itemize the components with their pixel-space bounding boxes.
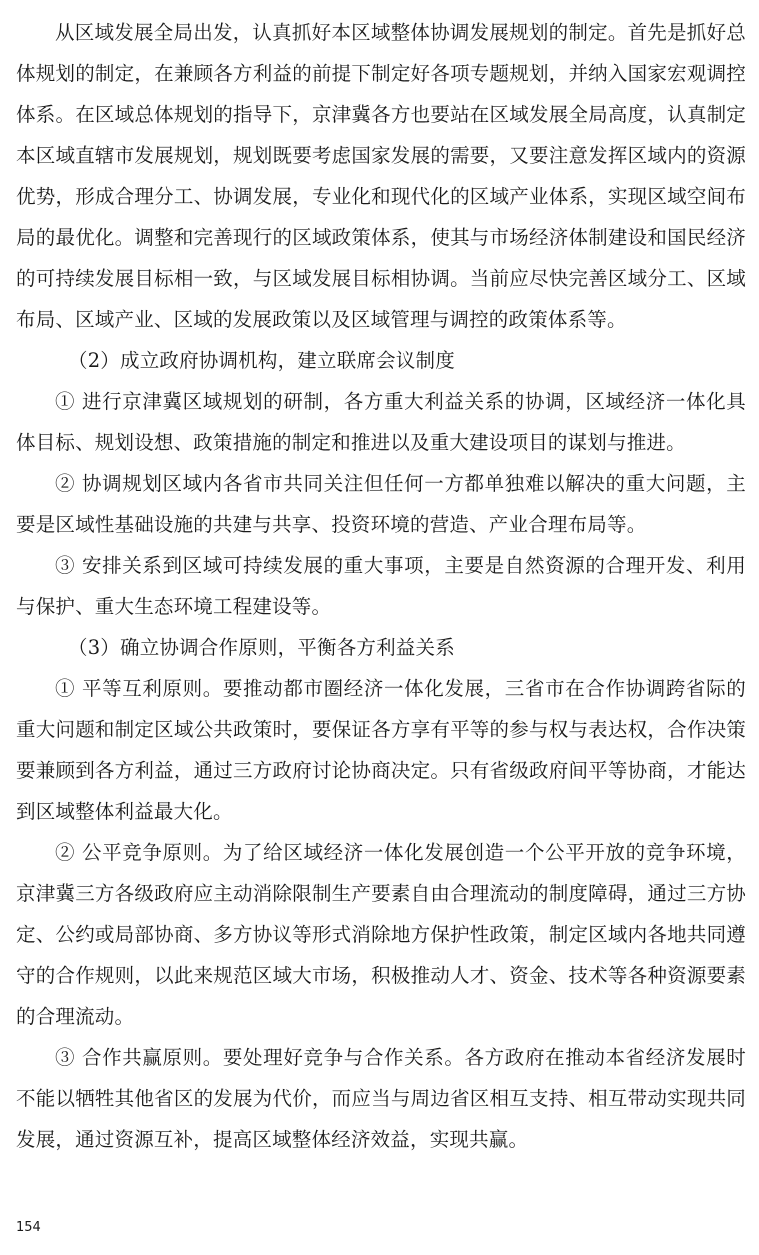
body-paragraph: 从区域发展全局出发，认真抓好本区域整体协调发展规划的制定。首先是抓好总体规划的制定，在兼顾各方利益的前提下制定好各项专题规划，并纳入国家宏观调控体系。在区域总体规划的指导下，京津冀各方也要站在区域发展全局高度，认真制定本区域直辖市发展规划，规划既要考虑国家发展的需要，又要注意发挥区域内的资源优势，形成合理分工、协调发展，专业化和现代化的区域产业体系，实现区域空间布局的最优化。调整和完善现行的区域政策体系，使其与市场经济体制建设和国民经济的可持续发展目标相一致，与区域发展目标相协调。当前应尽快完善区域分工、区域布局、区域产业、区域的发展政策以及区域管理与调控的政策体系等。 xyxy=(16,21,746,331)
list-item-paragraph: ① 进行京津冀区域规划的研制，各方重大利益关系的协调，区域经济一体化具体目标、规划设想、政策措施的制定和推进以及重大建设项目的谋划与推进。 xyxy=(16,390,746,454)
list-item-paragraph: ③ 合作共赢原则。要处理好竞争与合作关系。各方政府在推动本省经济发展时不能以牺牲其他省区的发展为代价，而应当与周边省区相互支持、相互带动实现共同发展，通过资源互补，提高区域整体经济效益，实现共赢。 xyxy=(16,1046,746,1151)
section-heading: （2）成立政府协调机构，建立联席会议制度 xyxy=(68,349,455,372)
page-number: 154 xyxy=(16,1220,41,1235)
list-item-paragraph: ② 公平竞争原则。为了给区域经济一体化发展创造一个公平开放的竞争环境，京津冀三方各级政府应主动消除限制生产要素自由合理流动的制度障碍，通过三方协定、公约或局部协商、多方协议等形式消除地方保护性政策，制定区域内各地共同遵守的合作规则，以此来规范区域大市场，积极推动人才、资金、技术等各种资源要素的合理流动。 xyxy=(16,841,746,1028)
document-body xyxy=(16,12,746,1160)
list-item-paragraph: ① 平等互利原则。要推动都市圈经济一体化发展，三省市在合作协调跨省际的重大问题和制定区域公共政策时，要保证各方享有平等的参与权与表达权，合作决策要兼顾到各方利益，通过三方政府讨论协商决定。只有省级政府间平等协商，才能达到区域整体利益最大化。 xyxy=(16,677,746,823)
list-item-paragraph: ② 协调规划区域内各省市共同关注但任何一方都单独难以解决的重大问题，主要是区域性基础设施的共建与共享、投资环境的营造、产业合理布局等。 xyxy=(16,472,746,536)
list-item-paragraph: ③ 安排关系到区域可持续发展的重大事项，主要是自然资源的合理开发、利用与保护、重大生态环境工程建设等。 xyxy=(16,554,746,618)
section-heading: （3）确立协调合作原则，平衡各方利益关系 xyxy=(68,636,455,659)
